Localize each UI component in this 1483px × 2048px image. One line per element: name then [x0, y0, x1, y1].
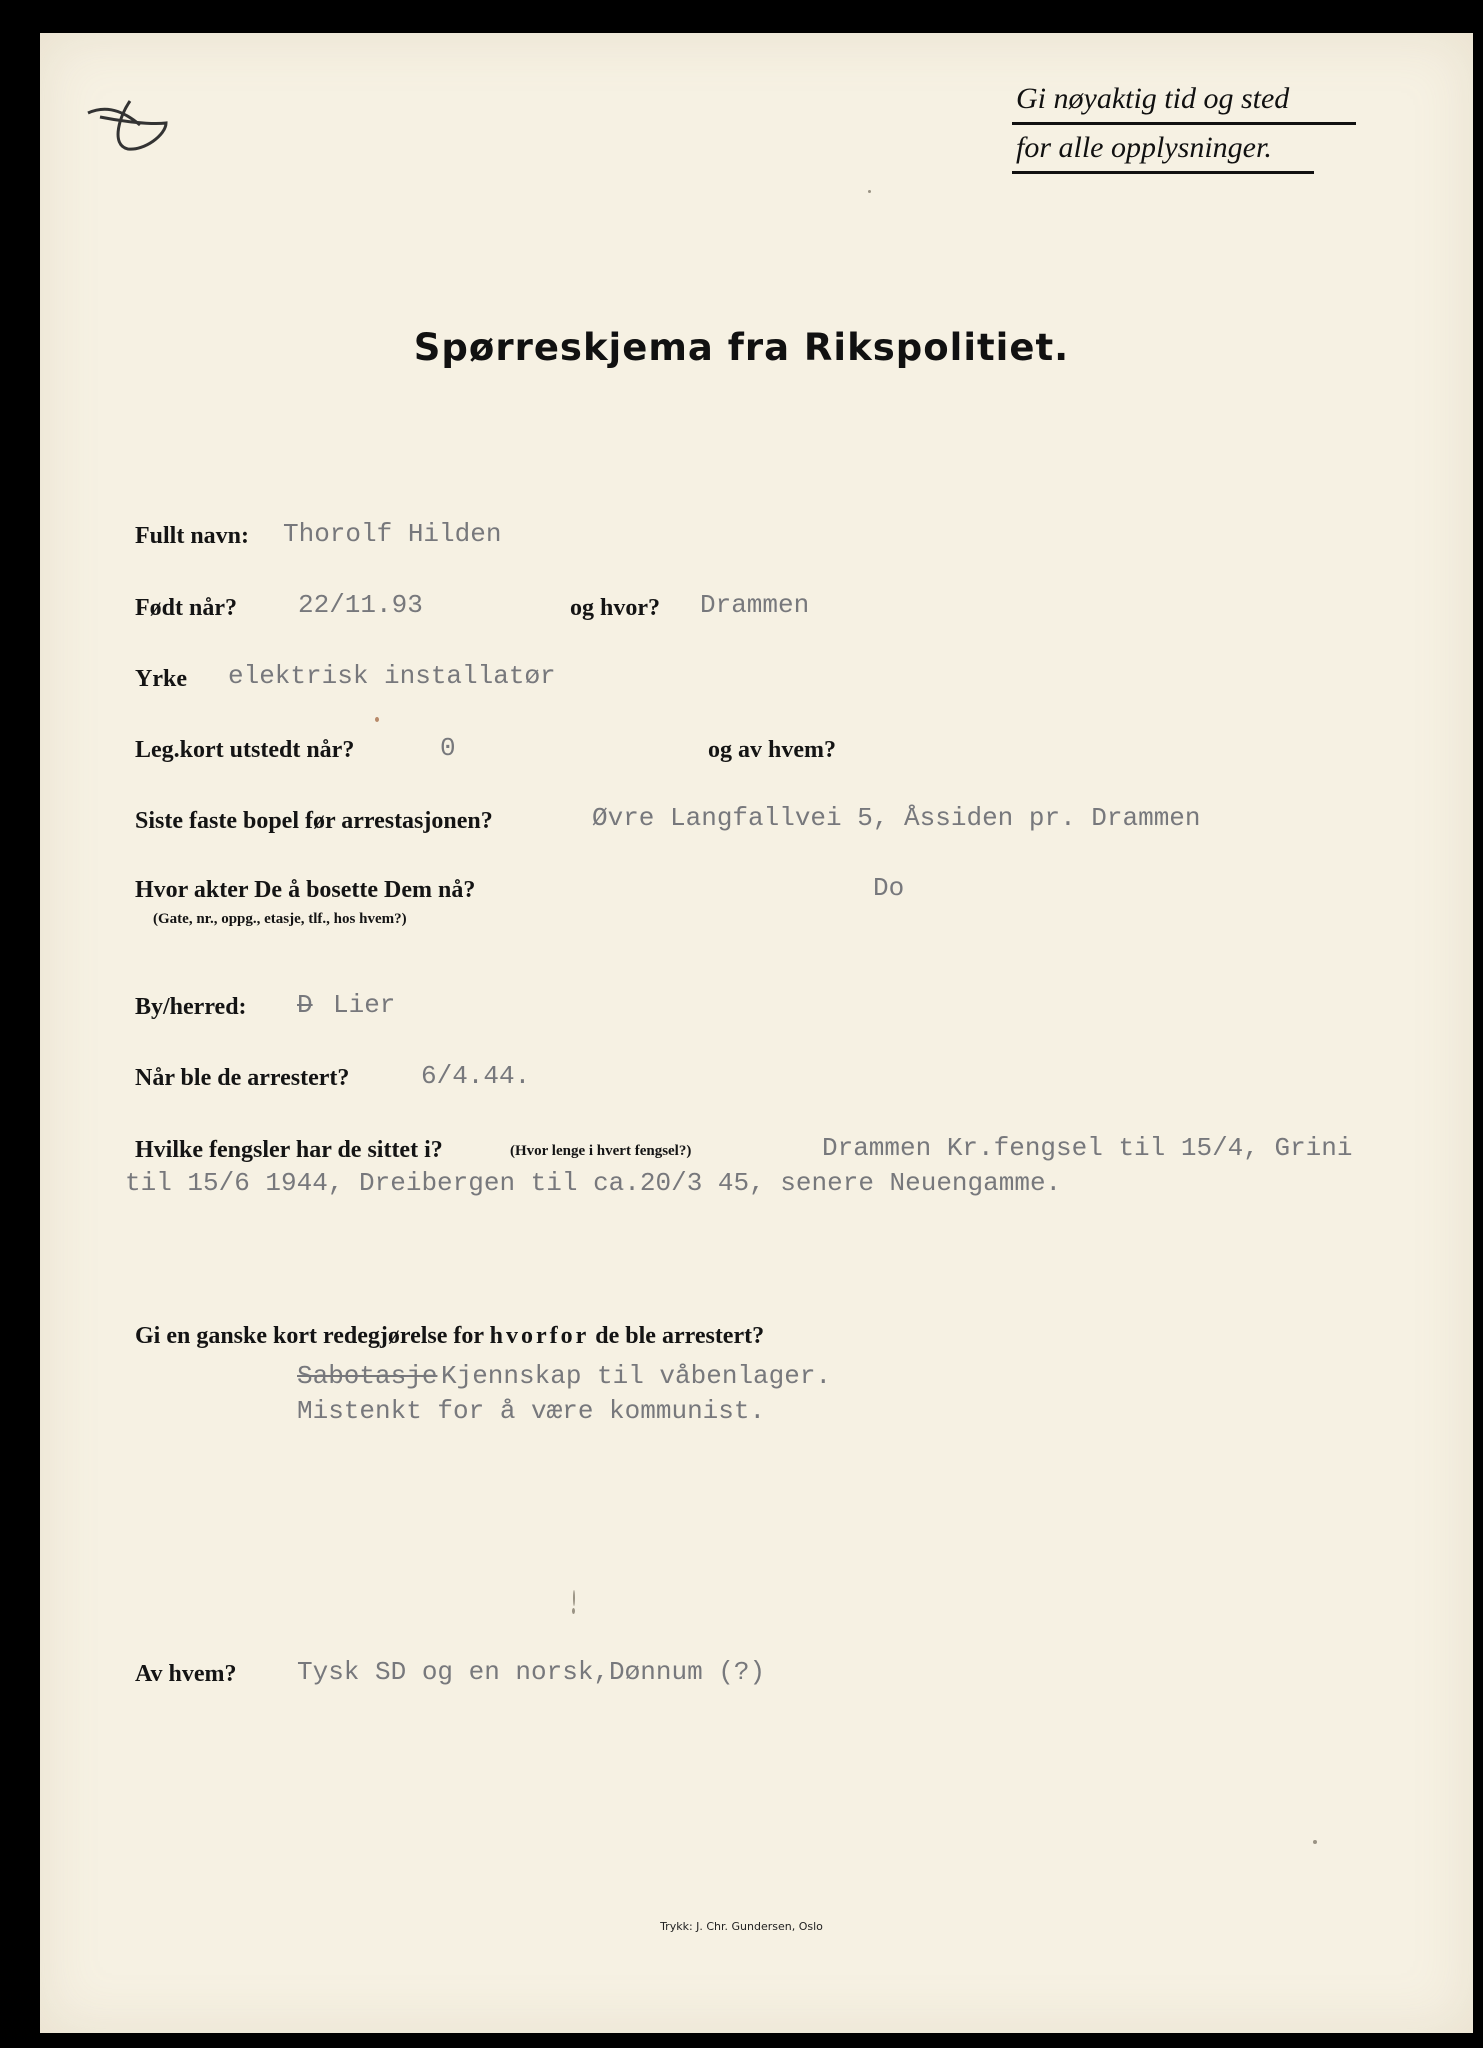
name-value: Thorolf Hilden [283, 519, 502, 549]
reason-label-pre: Gi en ganske kort redegjørelse for [135, 1323, 484, 1349]
id-card-by-label: og av hvem? [708, 737, 836, 763]
paper-speck [572, 1608, 575, 1614]
arrested-value: 6/4.44. [421, 1061, 531, 1091]
reason-label [135, 1323, 764, 1350]
occupation-value: elektrisk installatør [228, 661, 556, 691]
handwritten-mark-icon [80, 95, 170, 155]
town-label: By/herred: [135, 994, 247, 1020]
instruction-box [1012, 80, 1354, 178]
paper-speck [375, 717, 379, 722]
by-whom-value: Tysk SD og en norsk,Dønnum (?) [297, 1657, 766, 1687]
instruction-line-1: Gi nøyaktig tid og sted [1012, 80, 1356, 125]
reason-label-post: de ble arrestert? [595, 1323, 765, 1349]
town-value: Lier [333, 990, 396, 1020]
born-value: 22/11.93 [298, 590, 423, 620]
settle-hint: (Gate, nr., oppg., etasje, tlf., hos hvem?) [153, 911, 407, 927]
instruction-line-2: for alle opplysninger. [1012, 129, 1314, 174]
settle-value: Do [873, 873, 905, 903]
prisons-value-line2: til 15/6 1944, Dreibergen til ca.20/3 45, senere Neuengamme. [125, 1168, 1062, 1198]
born-where-label: og hvor? [570, 595, 660, 621]
last-address-label: Siste faste bopel før arrestasjonen? [135, 808, 493, 834]
born-where-value: Drammen [700, 590, 810, 620]
printer-imprint: Trykk: J. Chr. Gundersen, Oslo [660, 1920, 823, 1933]
id-card-label: Leg.kort utstedt når? [135, 737, 355, 763]
town-struck-value: D [297, 990, 313, 1020]
reason-label-word: hvorfor [489, 1323, 590, 1349]
reason-line1: Kjennskap til våbenlager. [441, 1361, 832, 1391]
born-label: Født når? [135, 595, 237, 621]
reason-line2: Mistenkt for å være kommunist. [297, 1396, 766, 1426]
last-address-value: Øvre Langfallvei 5, Åssiden pr. Drammen [592, 803, 1201, 833]
arrested-label: Når ble de arrestert? [135, 1065, 350, 1091]
occupation-label: Yrke [135, 666, 187, 692]
paper-speck [1313, 1840, 1317, 1844]
paper-speck [573, 1590, 575, 1606]
name-label: Fullt navn: [135, 523, 250, 549]
paper-speck [868, 190, 871, 193]
id-card-value: 0 [440, 733, 456, 763]
reason-struck-value: Sabotasje [297, 1361, 438, 1391]
by-whom-label: Av hvem? [135, 1661, 237, 1687]
prisons-value-line1: Drammen Kr.fengsel til 15/4, Grini [822, 1133, 1353, 1163]
form-title: Spørreskjema fra Rikspolitiet. [413, 326, 1070, 369]
prisons-label: Hvilke fengsler har de sittet i? [135, 1137, 443, 1163]
settle-label: Hvor akter De å bosette Dem nå? [135, 877, 476, 903]
prisons-hint: (Hvor lenge i hvert fengsel?) [510, 1143, 692, 1159]
